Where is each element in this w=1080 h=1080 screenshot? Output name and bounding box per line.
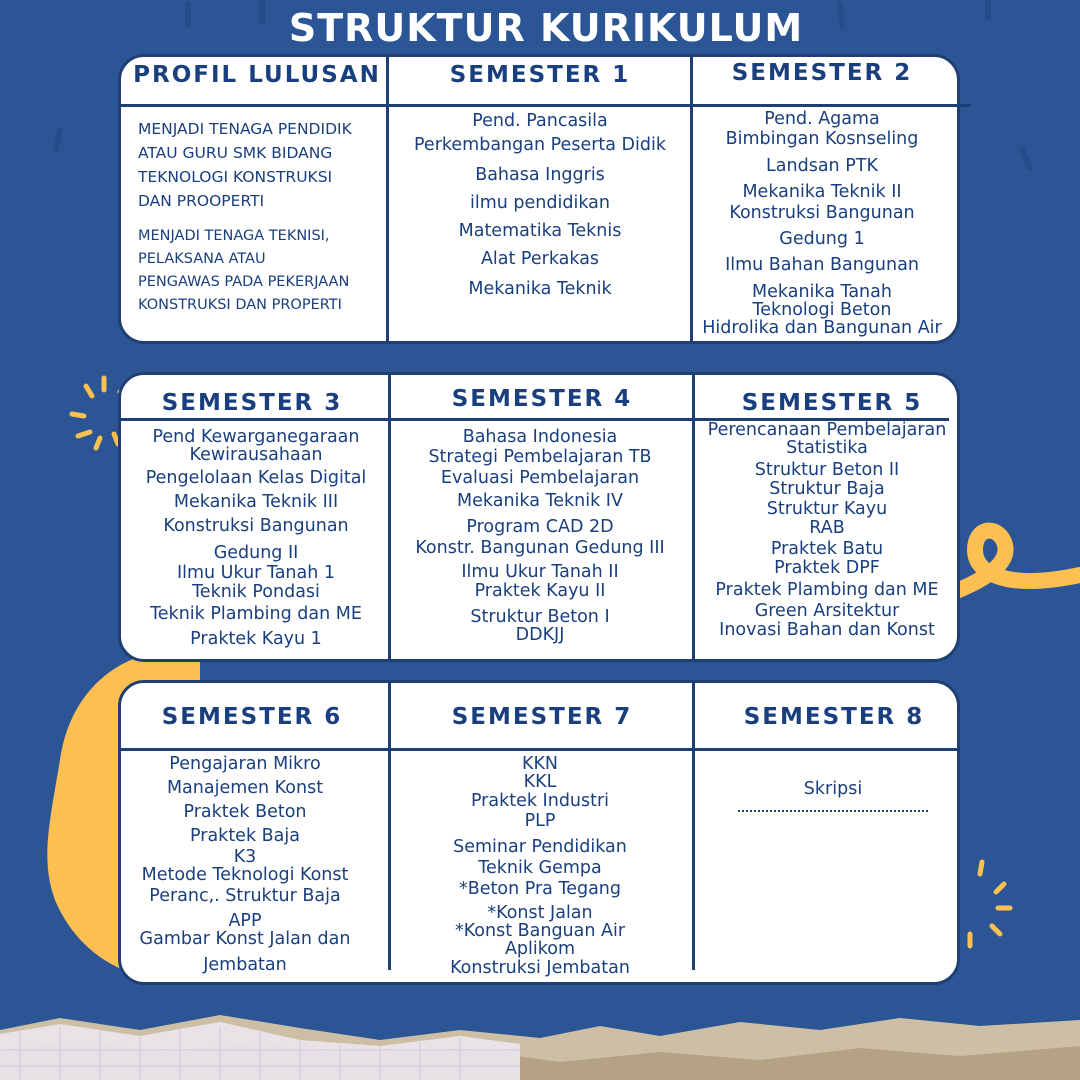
- course-item: Bahasa Inggris: [475, 164, 605, 185]
- semester-heading: SEMESTER 1: [449, 62, 631, 88]
- course-item: *Beton Pra Tegang: [459, 879, 621, 900]
- course-item: Mekanika Teknik IV: [457, 491, 623, 512]
- course-item: Mekanika Teknik III: [173, 492, 339, 513]
- course-item: Evaluasi Pembelajaran: [440, 467, 640, 488]
- course-item: Teknik Pondasi: [192, 581, 320, 602]
- course-item: KKN: [521, 754, 559, 774]
- profil-line: PELAKSANA ATAU: [138, 251, 266, 267]
- profil-line: DAN PROOPERTI: [138, 192, 265, 210]
- course-item: Kewirausahaan: [189, 445, 323, 466]
- course-item: Pengelolaan Kelas Digital: [145, 467, 367, 488]
- course-item: Bimbingan Kosnseling: [725, 129, 919, 150]
- course-item: Mekanika Teknik: [468, 279, 612, 300]
- course-item: Teknik Plambing dan ME: [150, 604, 362, 624]
- course-item: Ilmu Ukur Tanah II: [461, 562, 619, 583]
- course-item: *Konst Banguan Air: [454, 921, 626, 941]
- course-item: *Konst Jalan: [487, 902, 593, 923]
- course-item: Gedung 1: [779, 228, 865, 249]
- dotted-line: [738, 810, 928, 812]
- course-item: Green Arsitektur: [754, 601, 900, 622]
- course-item: Gedung II: [213, 542, 299, 563]
- course-item: Hidrolika dan Bangunan Air: [702, 318, 942, 339]
- semester-4-list: [392, 428, 688, 645]
- profil-line: ATAU GURU SMK BIDANG: [138, 144, 333, 162]
- course-item: Statistika: [786, 438, 868, 459]
- course-item: Skripsi: [803, 779, 863, 799]
- course-item: Konstruksi Jembatan: [450, 957, 630, 978]
- course-item: Praktek Beton: [183, 801, 307, 822]
- semester-8-list: [696, 780, 970, 798]
- divider: [692, 374, 695, 660]
- course-item: Pend. Pancasila: [472, 111, 608, 131]
- course-item: Pend Kewarganegaraan: [152, 427, 360, 447]
- course-item: Praktek Baja: [190, 826, 300, 847]
- course-item: Teknologi Beton: [752, 300, 892, 320]
- semester-7-list: [392, 755, 688, 977]
- course-item: DDKJJ: [515, 625, 565, 646]
- divider: [121, 104, 971, 107]
- course-item: Konstr. Bangunan Gedung III: [415, 537, 665, 558]
- semester-3-list: [124, 428, 388, 649]
- course-item: Peranc,. Struktur Baja: [149, 886, 341, 907]
- course-item: Bahasa Indonesia: [462, 427, 618, 447]
- semester-heading: SEMESTER 4: [451, 386, 633, 412]
- course-item: Gambar Konst Jalan dan: [139, 929, 351, 949]
- profil-line: KONSTRUKSI DAN PROPERTI: [138, 297, 342, 313]
- course-item: Struktur Beton I: [470, 607, 610, 627]
- course-item: Perkembangan Peserta Didik: [414, 135, 666, 156]
- course-item: Ilmu Bahan Bangunan: [725, 255, 919, 276]
- course-item: Landsan PTK: [766, 155, 878, 176]
- semester-heading: SEMESTER 2: [731, 60, 913, 86]
- semester-6-list: [120, 755, 370, 975]
- profil-line: PENGAWAS PADA PEKERJAAN: [138, 274, 350, 290]
- semester-heading: SEMESTER 6: [161, 704, 343, 730]
- course-item: Mekanika Tanah: [752, 281, 892, 302]
- course-item: Konstruksi Bangunan: [729, 202, 915, 223]
- course-item: Teknik Gempa: [478, 857, 602, 878]
- profil-line: MENJADI TENAGA PENDIDIK: [138, 120, 352, 138]
- course-item: K3: [233, 846, 257, 867]
- semester-heading: SEMESTER 8: [743, 704, 925, 730]
- course-item: RAB: [809, 517, 845, 538]
- course-item: Struktur Kayu: [766, 498, 888, 519]
- semester-heading: SEMESTER 7: [451, 704, 633, 730]
- course-item: Program CAD 2D: [466, 516, 614, 537]
- course-item: Pend. Agama: [764, 109, 880, 129]
- semester-5-list: [696, 421, 958, 639]
- course-item: Mekanika Teknik II: [742, 182, 902, 203]
- course-item: KKL: [523, 772, 557, 793]
- course-item: Konstruksi Bangunan: [163, 515, 349, 536]
- profil-text-1: [138, 117, 388, 213]
- divider: [388, 682, 391, 970]
- course-item: ilmu pendidikan: [470, 193, 610, 214]
- divider: [692, 682, 695, 970]
- profil-line: MENJADI TENAGA TEKNISI,: [138, 228, 330, 244]
- course-item: Ilmu Ukur Tanah 1: [176, 563, 336, 584]
- course-item: Perencanaan Pembelajaran: [707, 420, 947, 440]
- semester-1-list: [390, 112, 690, 299]
- course-item: Inovasi Bahan dan Konst: [719, 619, 935, 640]
- course-item: Aplikom: [504, 939, 576, 960]
- course-item: Pengajaran Mikro: [169, 754, 321, 774]
- course-item: Matematika Teknis: [458, 220, 622, 241]
- semester-heading: SEMESTER 5: [741, 390, 923, 416]
- course-item: Praktek DPF: [774, 557, 880, 578]
- divider: [690, 56, 693, 342]
- course-item: Praktek Batu: [770, 539, 884, 560]
- course-item: Praktek Industri: [470, 790, 610, 811]
- profil-heading: PROFIL LULUSAN: [133, 62, 381, 88]
- profil-text-2: [138, 225, 388, 317]
- course-item: Struktur Baja: [769, 479, 885, 500]
- course-item: Metode Teknologi Konst: [141, 864, 349, 885]
- course-item: Praktek Plambing dan ME: [715, 580, 939, 600]
- course-item: Seminar Pendidikan: [453, 836, 627, 857]
- course-item: Alat Perkakas: [480, 248, 600, 269]
- page-title: STRUKTUR KURIKULUM: [288, 6, 804, 50]
- semester-heading: SEMESTER 3: [161, 390, 343, 416]
- profil-line: TEKNOLOGI KONSTRUKSI: [138, 168, 333, 186]
- course-item: Struktur Beton II: [754, 459, 900, 480]
- course-item: APP: [228, 910, 262, 931]
- course-item: Praktek Kayu II: [474, 580, 606, 601]
- course-item: PLP: [524, 811, 556, 832]
- course-item: Manajemen Konst: [166, 778, 324, 799]
- course-item: Jembatan: [203, 955, 287, 976]
- course-item: Praktek Kayu 1: [190, 629, 322, 650]
- divider: [121, 748, 957, 751]
- course-item: Strategi Pembelajaran TB: [428, 447, 652, 468]
- semester-2-list: [694, 110, 950, 338]
- divider: [388, 374, 391, 660]
